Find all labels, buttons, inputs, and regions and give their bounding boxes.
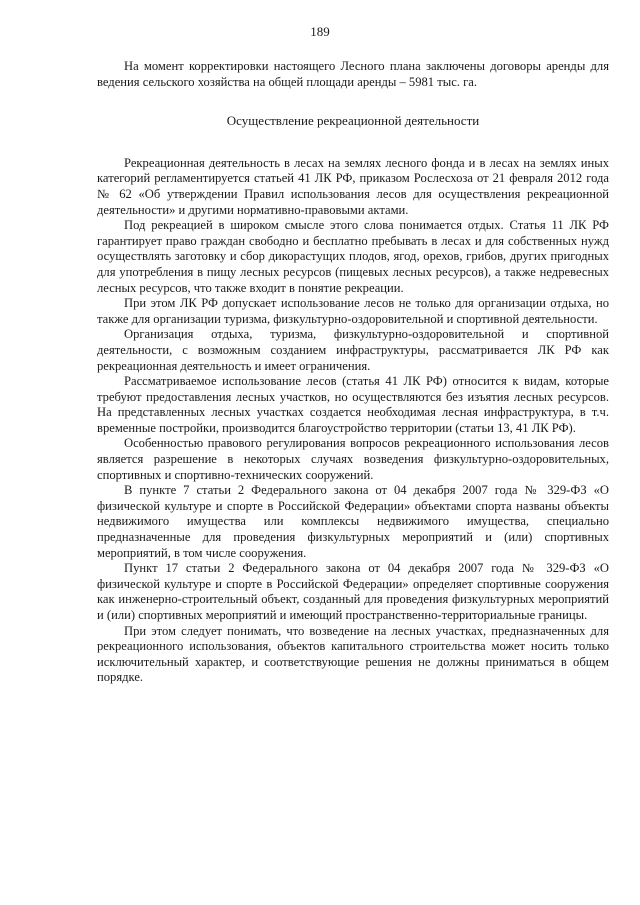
body-paragraph-3: При этом ЛК РФ допускает использование лесов не только для организации отдыха, но также для организации туризма, физкультурно-оздоровительной и спортивной деятельности. [97,296,609,326]
body-paragraph-4: Организация отдыха, туризма, физкультурно-оздоровительной и спортивной деятельности, с возможным созданием инфраструктуры, рассматривается ЛК РФ как рекреационная деятельность и имеет ограничения. [97,327,609,373]
body-paragraph-5: Рассматриваемое использование лесов (статья 41 ЛК РФ) относится к видам, которые требуют предоставления лесных участков, но осуществляются без изъятия лесных ресурсов. На представленных лесных участках создается необходимая лесная инфраструктура, в т.ч. временные постройки, производится благоустройство территории (статьи 13, 41 ЛК РФ). [97,374,609,435]
intro-paragraph: На момент корректировки настоящего Лесного плана заключены договоры аренды для ведения сельского хозяйства на общей площади аренды – 5981 тыс. га. [97,59,609,89]
body-paragraph-2: Под рекреацией в широком смысле этого слова понимается отдых. Статья 11 ЛК РФ гарантирует право граждан свободно и бесплатно пребывать в лесах и для собственных нужд осуществлять заготовку и сбор дикорастущих плодов, ягод, орехов, грибов, других пригодных для употребления в пищу лесных ресурсов (пищевых лесных ресурсов), а также недревесных лесных ресурсов, что также входит в понятие рекреации. [97,218,609,295]
body-paragraph-9: При этом следует понимать, что возведение на лесных участках, предназначенных для рекреационного использования, объектов капитального строительства может носить только исключительный характер, и соответствующие решения не должны приниматься в общем порядке. [97,623,609,685]
body-paragraph-7: В пункте 7 статьи 2 Федерального закона от 04 декабря 2007 года № 329-ФЗ «О физической культуре и спорте в Российской Федерации» объектами спорта названы объекты недвижимого имущества или комплексы недвижимого имущества, специально предназначенные для проведения физкультурных мероприятий и (или) спортивных мероприятий, в том числе сооружения. [97,483,609,560]
section-heading: Осуществление рекреационной деятельности [226,113,480,129]
body-paragraph-6: Особенностью правового регулирования вопросов рекреационного использования лесов является разрешение в некоторых случаях возведения физкультурно-оздоровительных, спортивных и спортивно-технических сооружений. [97,436,609,482]
body-paragraph-1: Рекреационная деятельность в лесах на землях лесного фонда и в лесах на землях иных категорий регламентируется статьей 41 ЛК РФ, приказом Рослесхоза от 21 февраля 2012 года № 62 «Об утверждении Правил использования лесов для осуществления рекреационной деятельности» и другими нормативно-правовыми актами. [97,155,609,217]
document-body [97,59,609,686]
body-paragraph-8: Пункт 17 статьи 2 Федерального закона от 04 декабря 2007 года № 329-ФЗ «О физической культуре и спорте в Российской Федерации» определяет спортивные сооружения как инженерно-строительный объект, созданный для проведения физкультурных мероприятий и (или) спортивных мероприятий и имеющий пространственно-территориальные границы. [97,561,609,622]
page-number: 189 [310,24,330,39]
